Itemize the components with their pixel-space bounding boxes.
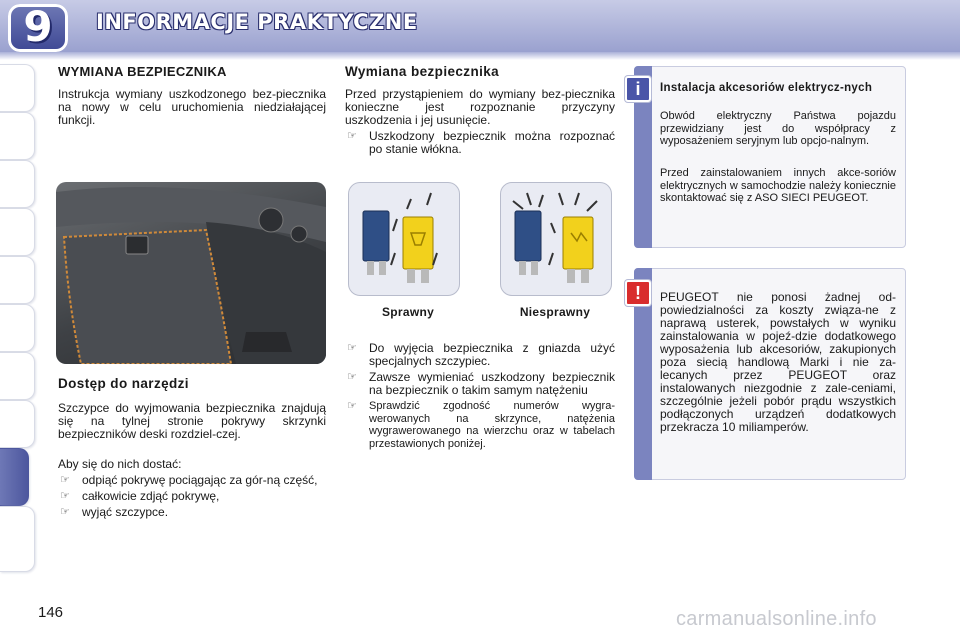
pointing-hand-icon: ☞ xyxy=(347,342,357,354)
thumb-tab-1[interactable] xyxy=(0,64,35,112)
list-item: ☞ Do wyjęcia bezpiecznika z gniazda użyć specjalnych szczypiec. xyxy=(347,341,615,368)
col2-title: Wymiana bezpiecznika xyxy=(345,64,500,79)
list-item: ☞ Sprawdzić zgodność numerów wygra-werowanych na skrzynce, natężenia wygrawerowanego na wierzchu oraz w tabelach przestawionych poniżej. xyxy=(347,400,615,450)
thumb-tab-2[interactable] xyxy=(0,112,35,160)
info-box-para-2: Przed zainstalowaniem innych akce-soriów elektrycznych w samochodzie należy koniecznie skontaktować się z ASO SIECI PEUGEOT. xyxy=(660,167,896,204)
thumb-tab-6[interactable] xyxy=(0,304,35,352)
warning-box-text: PEUGEOT nie ponosi żadnej od-powiedzialności za koszty związa-ne z naprawą usterek, powstałych w wyniku zainstalowania w pojeź-dzie dodatkowego wyposażenia lub akcesoriów, zakupionych poza siecią handlową Marki i nie za-lecanych przez PEUGEOT oraz instalowanych niezgodnie z zale-ceniami, szczególnie jeżeli pobór prądu wszystkich podłączonych urządzeń dodatkowych przekracza 10 miliamperów. xyxy=(660,290,896,434)
fuse-blown-image xyxy=(500,182,612,296)
col1-lead: Aby się do nich dostać: xyxy=(58,457,182,471)
info-icon: i xyxy=(625,76,651,102)
list-item: ☞ odpiąć pokrywę pociągając za gór-ną część, xyxy=(60,473,318,487)
pointing-hand-icon: ☞ xyxy=(60,474,70,486)
fuse-ok-image xyxy=(348,182,460,296)
list-item: ☞ całkowicie zdjąć pokrywę, xyxy=(60,489,220,503)
header-fade xyxy=(0,52,960,60)
thumb-tab-4[interactable] xyxy=(0,208,35,256)
col2-bullet-filament: ☞ Uszkodzony bezpiecznik można rozpoznać po stanie włókna. xyxy=(347,129,615,156)
col2-bullet-list xyxy=(345,342,615,450)
dashboard-illustration xyxy=(56,182,326,364)
fuse-ok-illustration xyxy=(349,183,459,295)
info-box-para-1: Obwód elektryczny Państwa pojazdu przewidziany jest do współpracy z wyposażeniem seryjnym lub opcjo-nalnym. xyxy=(660,110,896,147)
thumb-tab-3[interactable] xyxy=(0,160,35,208)
thumb-tab-10[interactable] xyxy=(0,506,35,572)
thumb-tab-8[interactable] xyxy=(0,400,35,448)
col1-bullet-list xyxy=(58,474,326,519)
pointing-hand-icon: ☞ xyxy=(60,490,70,502)
thumb-tab-7[interactable] xyxy=(0,352,35,400)
col1-para: Szczypce do wyjmowania bezpiecznika znajdują się na tylnej stronie pokrywy skrzynki bezpieczników deski rozdziel-czej. xyxy=(58,401,326,441)
chapter-number: 9 xyxy=(23,2,53,51)
pointing-hand-icon: ☞ xyxy=(347,371,357,383)
col1-intro: Instrukcja wymiany uszkodzonego bez-piecznika na nowy w celu uruchomienia niedziałającej funkcji. xyxy=(58,87,326,127)
section-title: WYMIANA BEZPIECZNIKA xyxy=(58,64,227,79)
page-number: 146 xyxy=(38,604,64,621)
watermark: carmanualsonline.info xyxy=(676,608,877,630)
pointing-hand-icon: ☞ xyxy=(347,400,357,412)
warning-icon: ! xyxy=(625,280,651,306)
thumb-tab-9-active[interactable] xyxy=(0,448,29,506)
subheading-tools-access: Dostęp do narzędzi xyxy=(58,376,189,391)
fuse-ok-label: Sprawny xyxy=(381,305,435,319)
chapter-title: INFORMACJE PRAKTYCZNE xyxy=(96,10,418,34)
col2-intro: Przed przystąpieniem do wymiany bez-piecznika konieczne jest rozpoznanie przyczyny uszkodzenia i jej usunięcie. xyxy=(345,87,615,127)
thumb-tab-5[interactable] xyxy=(0,256,35,304)
pointing-hand-icon: ☞ xyxy=(60,506,70,518)
fuse-blown-label: Niesprawny xyxy=(519,305,591,319)
list-item: ☞ Zawsze wymieniać uszkodzony bezpiecznik na bezpiecznik o takim samym natężeniu xyxy=(347,370,615,397)
dashboard-photo xyxy=(56,182,326,364)
fuse-blown-illustration xyxy=(501,183,611,295)
pointing-hand-icon: ☞ xyxy=(347,130,357,142)
info-box-title: Instalacja akcesoriów elektrycz-nych xyxy=(660,82,873,94)
list-item: ☞ wyjąć szczypce. xyxy=(60,505,169,519)
